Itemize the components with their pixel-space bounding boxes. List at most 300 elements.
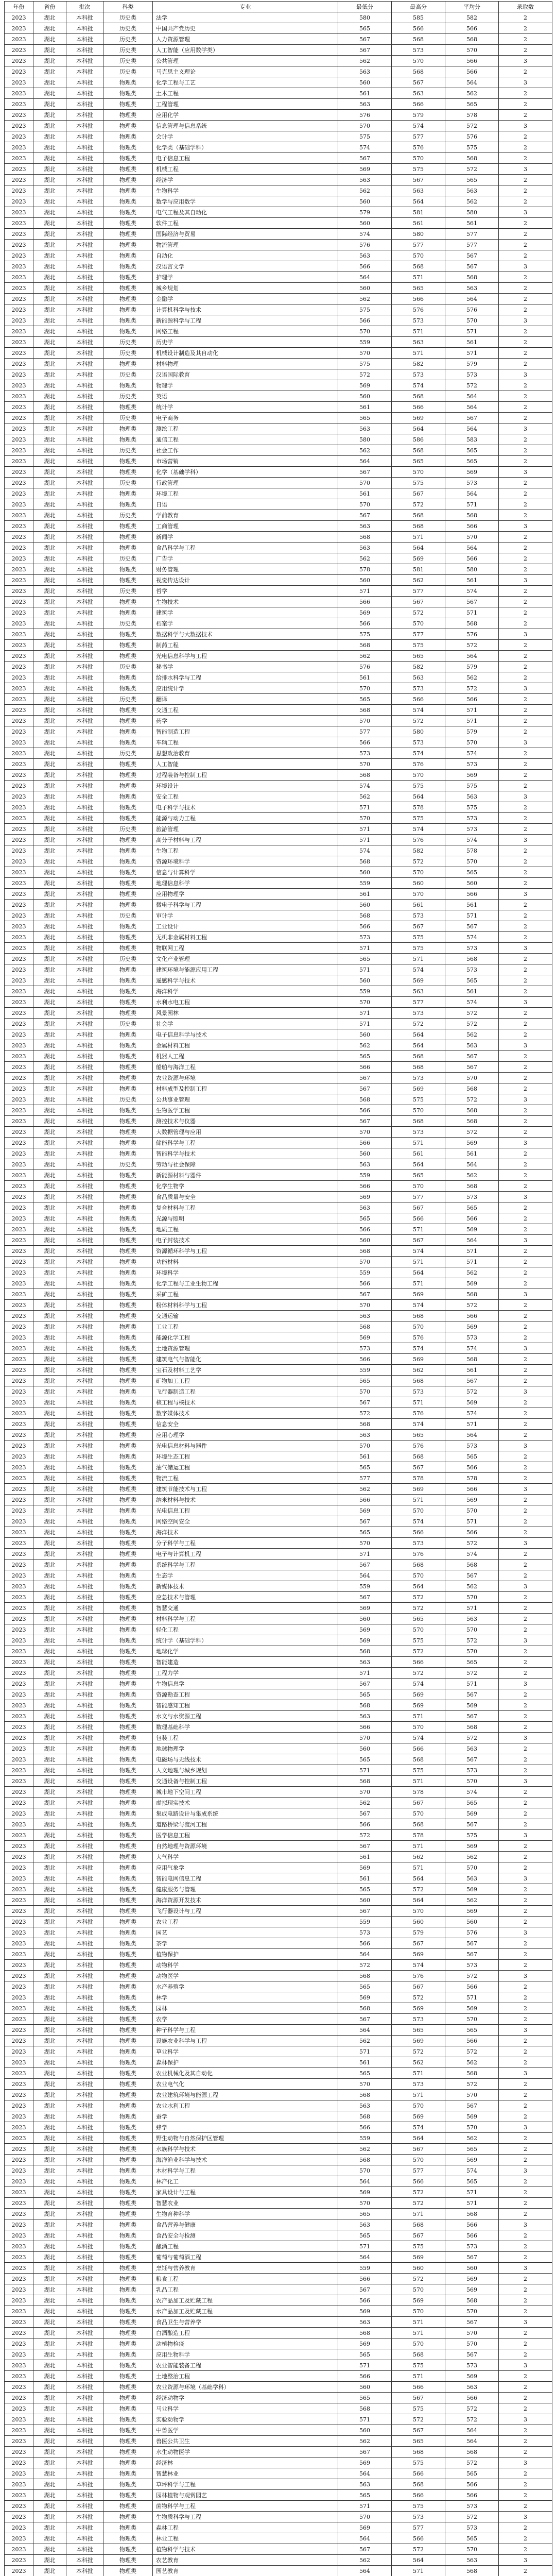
cell-max-score: 582	[392, 662, 445, 672]
cell-min-score: 568	[338, 856, 392, 867]
cell-avg-score: 561	[445, 986, 499, 997]
cell-subject: 物理类	[103, 943, 153, 954]
cell-province: 湖北	[33, 618, 66, 629]
cell-min-score: 560	[338, 575, 392, 586]
cell-batch: 本科批	[66, 1819, 103, 1830]
cell-subject: 物理类	[103, 218, 153, 229]
cell-major: 智能科学与技术	[153, 1148, 338, 1159]
cell-max-score: 574	[392, 824, 445, 835]
cell-batch: 本科批	[66, 813, 103, 824]
cell-min-score: 578	[338, 564, 392, 575]
cell-subject: 物理类	[103, 1592, 153, 1603]
cell-admitted: 2	[499, 1105, 552, 1116]
cell-batch: 本科批	[66, 1679, 103, 1689]
cell-batch: 本科批	[66, 1170, 103, 1181]
cell-min-score: 562	[338, 2555, 392, 2566]
cell-province: 湖北	[33, 1560, 66, 1570]
cell-year: 2023	[5, 185, 33, 196]
cell-admitted: 2	[499, 900, 552, 910]
cell-batch: 本科批	[66, 77, 103, 88]
cell-avg-score: 579	[445, 662, 499, 672]
cell-year: 2023	[5, 1819, 33, 1830]
cell-max-score: 570	[392, 1906, 445, 1917]
cell-batch: 本科批	[66, 1895, 103, 1906]
cell-max-score: 571	[392, 272, 445, 283]
cell-subject: 物理类	[103, 1689, 153, 1700]
table-row	[5, 737, 552, 748]
cell-min-score: 568	[338, 532, 392, 543]
cell-subject: 物理类	[103, 1646, 153, 1657]
cell-subject: 物理类	[103, 1754, 153, 1765]
cell-province: 湖北	[33, 2447, 66, 2458]
cell-subject: 历史类	[103, 662, 153, 672]
table-row	[5, 1386, 552, 1397]
cell-year: 2023	[5, 759, 33, 770]
cell-max-score: 571	[392, 2566, 445, 2576]
cell-avg-score: 561	[445, 1365, 499, 1376]
cell-batch: 本科批	[66, 2501, 103, 2512]
table-row	[5, 651, 552, 662]
cell-subject: 物理类	[103, 2338, 153, 2349]
cell-subject: 物理类	[103, 1711, 153, 1722]
cell-major: 工业设计	[153, 921, 338, 932]
cell-admitted: 2	[499, 694, 552, 705]
table-row	[5, 478, 552, 488]
cell-admitted: 2	[499, 478, 552, 488]
cell-batch: 本科批	[66, 1841, 103, 1852]
table-row	[5, 683, 552, 694]
cell-admitted: 2	[499, 1073, 552, 1083]
cell-subject: 历史类	[103, 56, 153, 66]
cell-max-score: 575	[392, 781, 445, 791]
cell-year: 2023	[5, 23, 33, 34]
table-row	[5, 467, 552, 478]
cell-major: 建筑学	[153, 607, 338, 618]
cell-year: 2023	[5, 1570, 33, 1581]
cell-subject: 物理类	[103, 1570, 153, 1581]
cell-batch: 本科批	[66, 1213, 103, 1224]
cell-batch: 本科批	[66, 510, 103, 521]
cell-subject: 历史类	[103, 66, 153, 77]
cell-avg-score: 567	[445, 2317, 499, 2328]
cell-avg-score: 564	[445, 391, 499, 402]
cell-admitted: 3	[499, 467, 552, 478]
cell-province: 湖北	[33, 975, 66, 986]
cell-major: 森林工程	[153, 2522, 338, 2533]
cell-year: 2023	[5, 1202, 33, 1213]
table-row	[5, 240, 552, 250]
cell-province: 湖北	[33, 1202, 66, 1213]
cell-avg-score: 578	[445, 1473, 499, 1484]
cell-batch: 本科批	[66, 315, 103, 326]
cell-year: 2023	[5, 445, 33, 456]
table-row	[5, 1700, 552, 1711]
cell-avg-score: 571	[445, 716, 499, 726]
cell-province: 湖北	[33, 2003, 66, 2014]
cell-admitted: 2	[499, 185, 552, 196]
cell-admitted: 3	[499, 423, 552, 434]
cell-subject: 物理类	[103, 1841, 153, 1852]
cell-major: 国际经济与贸易	[153, 229, 338, 240]
table-row	[5, 261, 552, 272]
cell-year: 2023	[5, 597, 33, 607]
cell-major: 储能科学与工程	[153, 1138, 338, 1148]
cell-min-score: 563	[338, 66, 392, 77]
cell-province: 湖北	[33, 445, 66, 456]
cell-subject: 历史类	[103, 910, 153, 921]
cell-year: 2023	[5, 2079, 33, 2090]
table-row	[5, 2512, 552, 2522]
table-row	[5, 2133, 552, 2144]
cell-min-score: 569	[338, 2306, 392, 2317]
cell-batch: 本科批	[66, 1516, 103, 1527]
cell-avg-score: 570	[445, 45, 499, 56]
cell-min-score: 570	[338, 2165, 392, 2176]
cell-subject: 物理类	[103, 499, 153, 510]
cell-admitted: 3	[499, 2555, 552, 2566]
cell-year: 2023	[5, 88, 33, 99]
cell-avg-score: 572	[445, 1971, 499, 1981]
cell-batch: 本科批	[66, 1430, 103, 1440]
cell-max-score: 570	[392, 2306, 445, 2317]
cell-min-score: 559	[338, 1267, 392, 1278]
table-row	[5, 1981, 552, 1992]
cell-avg-score: 575	[445, 1830, 499, 1841]
header-max-score: 最高分	[392, 2, 445, 12]
cell-admitted: 2	[499, 640, 552, 651]
cell-avg-score: 572	[445, 380, 499, 391]
cell-province: 湖北	[33, 2111, 66, 2122]
cell-year: 2023	[5, 2306, 33, 2317]
cell-province: 湖北	[33, 1570, 66, 1581]
cell-max-score: 571	[392, 1257, 445, 1267]
cell-major: 森林保护	[153, 2057, 338, 2068]
cell-min-score: 576	[338, 110, 392, 121]
cell-province: 湖北	[33, 294, 66, 304]
cell-year: 2023	[5, 2187, 33, 2198]
cell-batch: 本科批	[66, 2252, 103, 2263]
cell-batch: 本科批	[66, 1949, 103, 1960]
cell-year: 2023	[5, 1733, 33, 1743]
cell-min-score: 568	[338, 705, 392, 716]
cell-min-score: 569	[338, 2338, 392, 2349]
cell-year: 2023	[5, 964, 33, 975]
cell-min-score: 571	[338, 2241, 392, 2252]
cell-year: 2023	[5, 1376, 33, 1386]
cell-max-score: 574	[392, 705, 445, 716]
cell-admitted: 2	[499, 304, 552, 315]
cell-admitted: 2	[499, 196, 552, 207]
cell-avg-score: 569	[445, 2155, 499, 2165]
table-row	[5, 2025, 552, 2036]
cell-batch: 本科批	[66, 672, 103, 683]
cell-province: 湖北	[33, 1700, 66, 1711]
cell-batch: 本科批	[66, 1354, 103, 1365]
cell-min-score: 560	[338, 1895, 392, 1906]
cell-max-score: 567	[392, 2230, 445, 2241]
cell-min-score: 566	[338, 2371, 392, 2382]
table-row	[5, 326, 552, 337]
cell-major: 酿酒工程	[153, 2241, 338, 2252]
cell-max-score: 575	[392, 2403, 445, 2414]
cell-min-score: 567	[338, 2544, 392, 2555]
cell-year: 2023	[5, 2295, 33, 2306]
table-row	[5, 1895, 552, 1906]
cell-max-score: 560	[392, 878, 445, 889]
cell-subject: 物理类	[103, 1776, 153, 1787]
cell-province: 湖北	[33, 1689, 66, 1700]
cell-year: 2023	[5, 2219, 33, 2230]
table-row	[5, 1938, 552, 1949]
cell-year: 2023	[5, 380, 33, 391]
cell-max-score: 572	[392, 499, 445, 510]
cell-batch: 本科批	[66, 1386, 103, 1397]
cell-admitted: 2	[499, 359, 552, 369]
cell-min-score: 562	[338, 2436, 392, 2447]
cell-avg-score: 568	[445, 2068, 499, 2079]
cell-subject: 物理类	[103, 1029, 153, 1040]
cell-subject: 物理类	[103, 975, 153, 986]
cell-admitted: 3	[499, 1192, 552, 1202]
cell-major: 行政管理	[153, 478, 338, 488]
cell-major: 水利水电工程	[153, 997, 338, 1008]
cell-max-score: 569	[392, 1689, 445, 1700]
cell-batch: 本科批	[66, 2014, 103, 2025]
cell-year: 2023	[5, 315, 33, 326]
cell-major: 车辆工程	[153, 737, 338, 748]
cell-min-score: 568	[338, 1094, 392, 1105]
table-row	[5, 229, 552, 240]
cell-admitted: 2	[499, 2252, 552, 2263]
cell-admitted: 2	[499, 2468, 552, 2479]
cell-subject: 物理类	[103, 110, 153, 121]
cell-subject: 物理类	[103, 1408, 153, 1419]
cell-min-score: 568	[338, 2003, 392, 2014]
cell-admitted: 2	[499, 586, 552, 597]
cell-subject: 历史类	[103, 553, 153, 564]
table-row	[5, 423, 552, 434]
cell-subject: 物理类	[103, 1516, 153, 1527]
cell-admitted: 2	[499, 1624, 552, 1635]
cell-year: 2023	[5, 1408, 33, 1419]
cell-min-score: 566	[338, 1819, 392, 1830]
cell-max-score: 578	[392, 1787, 445, 1798]
cell-max-score: 561	[392, 218, 445, 229]
cell-province: 湖北	[33, 12, 66, 23]
cell-year: 2023	[5, 1181, 33, 1192]
cell-year: 2023	[5, 1862, 33, 1873]
cell-admitted: 2	[499, 878, 552, 889]
cell-min-score: 566	[338, 2122, 392, 2133]
cell-admitted: 2	[499, 1430, 552, 1440]
cell-max-score: 572	[392, 1603, 445, 1614]
cell-max-score: 563	[392, 88, 445, 99]
cell-province: 湖北	[33, 1733, 66, 1743]
cell-subject: 物理类	[103, 2522, 153, 2533]
cell-avg-score: 568	[445, 2566, 499, 2576]
cell-min-score: 561	[338, 1873, 392, 1884]
cell-major: 油气储运工程	[153, 1462, 338, 1473]
cell-batch: 本科批	[66, 1235, 103, 1246]
cell-year: 2023	[5, 629, 33, 640]
cell-year: 2023	[5, 1354, 33, 1365]
cell-avg-score: 573	[445, 2522, 499, 2533]
cell-subject: 物理类	[103, 2198, 153, 2209]
cell-province: 湖北	[33, 1527, 66, 1538]
cell-batch: 本科批	[66, 380, 103, 391]
cell-avg-score: 576	[445, 1927, 499, 1938]
cell-major: 人工智能（应用数学类）	[153, 45, 338, 56]
cell-max-score: 571	[392, 348, 445, 359]
table-row	[5, 2111, 552, 2122]
cell-subject: 物理类	[103, 2566, 153, 2576]
cell-year: 2023	[5, 2414, 33, 2425]
cell-major: 粉体材料科学与工程	[153, 1300, 338, 1311]
cell-subject: 物理类	[103, 1862, 153, 1873]
cell-min-score: 560	[338, 1743, 392, 1754]
cell-min-score: 564	[338, 2566, 392, 2576]
cell-admitted: 3	[499, 683, 552, 694]
cell-year: 2023	[5, 1700, 33, 1711]
cell-major: 电子信息科学与技术	[153, 1029, 338, 1040]
cell-province: 湖北	[33, 759, 66, 770]
cell-min-score: 569	[338, 607, 392, 618]
cell-admitted: 3	[499, 889, 552, 900]
cell-year: 2023	[5, 2403, 33, 2414]
cell-max-score: 570	[392, 1624, 445, 1635]
cell-avg-score: 570	[445, 1862, 499, 1873]
cell-batch: 本科批	[66, 1743, 103, 1754]
cell-province: 湖北	[33, 1267, 66, 1278]
cell-min-score: 563	[338, 250, 392, 261]
cell-admitted: 2	[499, 532, 552, 543]
cell-province: 湖北	[33, 878, 66, 889]
cell-avg-score: 574	[445, 748, 499, 759]
cell-avg-score: 562	[445, 1895, 499, 1906]
cell-admitted: 2	[499, 110, 552, 121]
table-row	[5, 607, 552, 618]
cell-min-score: 571	[338, 943, 392, 954]
cell-min-score: 567	[338, 1841, 392, 1852]
table-row	[5, 110, 552, 121]
cell-major: 种子科学与工程	[153, 2025, 338, 2036]
cell-avg-score: 566	[445, 1981, 499, 1992]
cell-year: 2023	[5, 1614, 33, 1624]
cell-batch: 本科批	[66, 954, 103, 964]
cell-subject: 历史类	[103, 445, 153, 456]
cell-subject: 历史类	[103, 1159, 153, 1170]
cell-max-score: 574	[392, 1516, 445, 1527]
cell-major: 马克思主义理论	[153, 66, 338, 77]
cell-subject: 物理类	[103, 1743, 153, 1754]
cell-major: 土地整治工程	[153, 2371, 338, 2382]
cell-batch: 本科批	[66, 1992, 103, 2003]
cell-max-score: 570	[392, 770, 445, 781]
cell-min-score: 567	[338, 1906, 392, 1917]
cell-admitted: 2	[499, 2198, 552, 2209]
cell-admitted: 2	[499, 1495, 552, 1505]
cell-major: 水产养殖学	[153, 1981, 338, 1992]
cell-year: 2023	[5, 781, 33, 791]
cell-max-score: 569	[392, 2252, 445, 2263]
cell-batch: 本科批	[66, 99, 103, 110]
cell-max-score: 573	[392, 683, 445, 694]
cell-avg-score: 565	[445, 1451, 499, 1462]
cell-max-score: 574	[392, 121, 445, 131]
cell-max-score: 571	[392, 532, 445, 543]
cell-province: 湖北	[33, 2317, 66, 2328]
table-row	[5, 1505, 552, 1516]
cell-avg-score: 572	[445, 683, 499, 694]
table-row	[5, 2317, 552, 2328]
cell-admitted: 2	[499, 553, 552, 564]
cell-min-score: 570	[338, 759, 392, 770]
cell-admitted: 2	[499, 66, 552, 77]
cell-avg-score: 565	[445, 867, 499, 878]
cell-batch: 本科批	[66, 1138, 103, 1148]
cell-avg-score: 569	[445, 1224, 499, 1235]
cell-subject: 物理类	[103, 2133, 153, 2144]
cell-subject: 物理类	[103, 2458, 153, 2468]
cell-subject: 历史类	[103, 478, 153, 488]
cell-subject: 物理类	[103, 651, 153, 662]
cell-major: 兽医公共卫生	[153, 2436, 338, 2447]
cell-province: 湖北	[33, 1603, 66, 1614]
cell-max-score: 566	[392, 1657, 445, 1668]
cell-batch: 本科批	[66, 975, 103, 986]
cell-avg-score: 569	[445, 2371, 499, 2382]
cell-year: 2023	[5, 1798, 33, 1808]
cell-major: 农业智能装备工程	[153, 2360, 338, 2371]
cell-subject: 物理类	[103, 1354, 153, 1365]
cell-subject: 物理类	[103, 2490, 153, 2501]
cell-avg-score: 568	[445, 34, 499, 45]
cell-batch: 本科批	[66, 900, 103, 910]
cell-subject: 物理类	[103, 1484, 153, 1495]
cell-year: 2023	[5, 488, 33, 499]
cell-major: 飞行器设计与工程	[153, 1906, 338, 1917]
cell-admitted: 2	[499, 1819, 552, 1830]
cell-max-score: 569	[392, 1083, 445, 1094]
cell-admitted: 2	[499, 1051, 552, 1062]
cell-batch: 本科批	[66, 1971, 103, 1981]
cell-avg-score: 570	[445, 2544, 499, 2555]
cell-subject: 物理类	[103, 1040, 153, 1051]
table-row	[5, 2371, 552, 2382]
table-row	[5, 856, 552, 867]
table-row	[5, 1332, 552, 1343]
cell-province: 湖北	[33, 2263, 66, 2274]
cell-avg-score: 579	[445, 726, 499, 737]
cell-major: 粮食工程	[153, 2274, 338, 2284]
cell-subject: 物理类	[103, 1246, 153, 1257]
cell-batch: 本科批	[66, 2414, 103, 2425]
cell-admitted: 2	[499, 2479, 552, 2490]
cell-year: 2023	[5, 2252, 33, 2263]
cell-subject: 物理类	[103, 196, 153, 207]
cell-province: 湖北	[33, 261, 66, 272]
cell-subject: 物理类	[103, 250, 153, 261]
cell-year: 2023	[5, 1495, 33, 1505]
table-row	[5, 2187, 552, 2198]
table-row	[5, 153, 552, 164]
cell-province: 湖北	[33, 250, 66, 261]
table-row	[5, 272, 552, 283]
cell-min-score: 563	[338, 1202, 392, 1213]
cell-avg-score: 564	[445, 651, 499, 662]
cell-major: 汉语国际教育	[153, 369, 338, 380]
cell-major: 乳品工程	[153, 2284, 338, 2295]
